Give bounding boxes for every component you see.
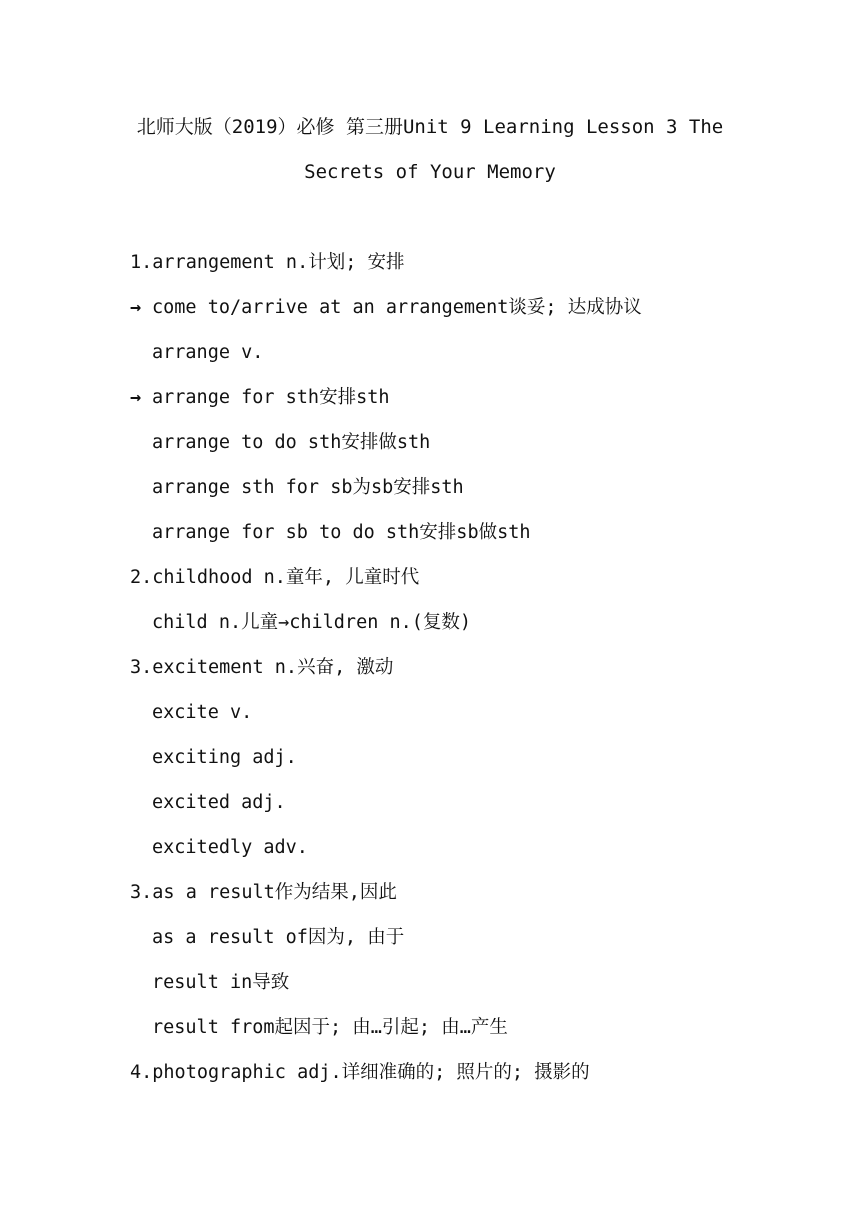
vocab-line [130,600,790,645]
vocabulary-list [130,240,790,1095]
vocab-line [130,915,790,960]
line-text: as a result of因为, 由于 [152,927,405,948]
line-text: 3.excitement n.兴奋, 激动 [130,657,394,678]
line-text: exciting adj. [152,747,297,768]
line-text: excited adj. [152,792,286,813]
line-text: child n.儿童→children n.(复数) [152,612,472,633]
title-line-1: 北师大版（2019）必修 第三册Unit 9 Learning Lesson 3 The [136,116,724,138]
line-text: 3.as a result作为结果,因此 [130,882,397,903]
line-text: result from起因于; 由…引起; 由…产生 [152,1017,508,1038]
vocab-line [130,645,790,690]
line-text: excitedly adv. [152,837,308,858]
vocab-line [130,375,790,420]
line-text: result in导致 [152,972,290,993]
line-text: arrange to do sth安排做sth [152,432,431,453]
vocab-line [130,465,790,510]
vocab-line [130,870,790,915]
vocab-line [130,285,790,330]
line-text: arrange for sb to do sth安排sb做sth [152,522,531,543]
vocab-line [130,555,790,600]
arrow-icon: → [130,297,142,318]
vocab-line [130,240,790,285]
vocab-line [130,1005,790,1050]
line-text: arrange sth for sb为sb安排sth [152,477,464,498]
title-line-2: Secrets of Your Memory [304,161,556,183]
line-text: excite v. [152,702,253,723]
vocab-line [130,1050,790,1095]
line-text: arrange v. [152,342,264,363]
line-text: arrange for sth安排sth [152,387,390,408]
vocab-line [130,330,790,375]
vocab-line [130,825,790,870]
vocab-line [130,420,790,465]
line-text: 4.photographic adj.详细准确的; 照片的; 摄影的 [130,1062,590,1083]
line-text: come to/arrive at an arrangement谈妥; 达成协议 [152,297,642,318]
vocab-line [130,690,790,735]
arrow-icon: → [130,387,142,408]
vocab-line [130,510,790,555]
line-text: 2.childhood n.童年, 儿童时代 [130,567,420,588]
line-text: 1.arrangement n.计划; 安排 [130,252,405,273]
vocab-line [130,960,790,1005]
vocab-line [130,735,790,780]
document-title [100,105,760,195]
vocab-line [130,780,790,825]
